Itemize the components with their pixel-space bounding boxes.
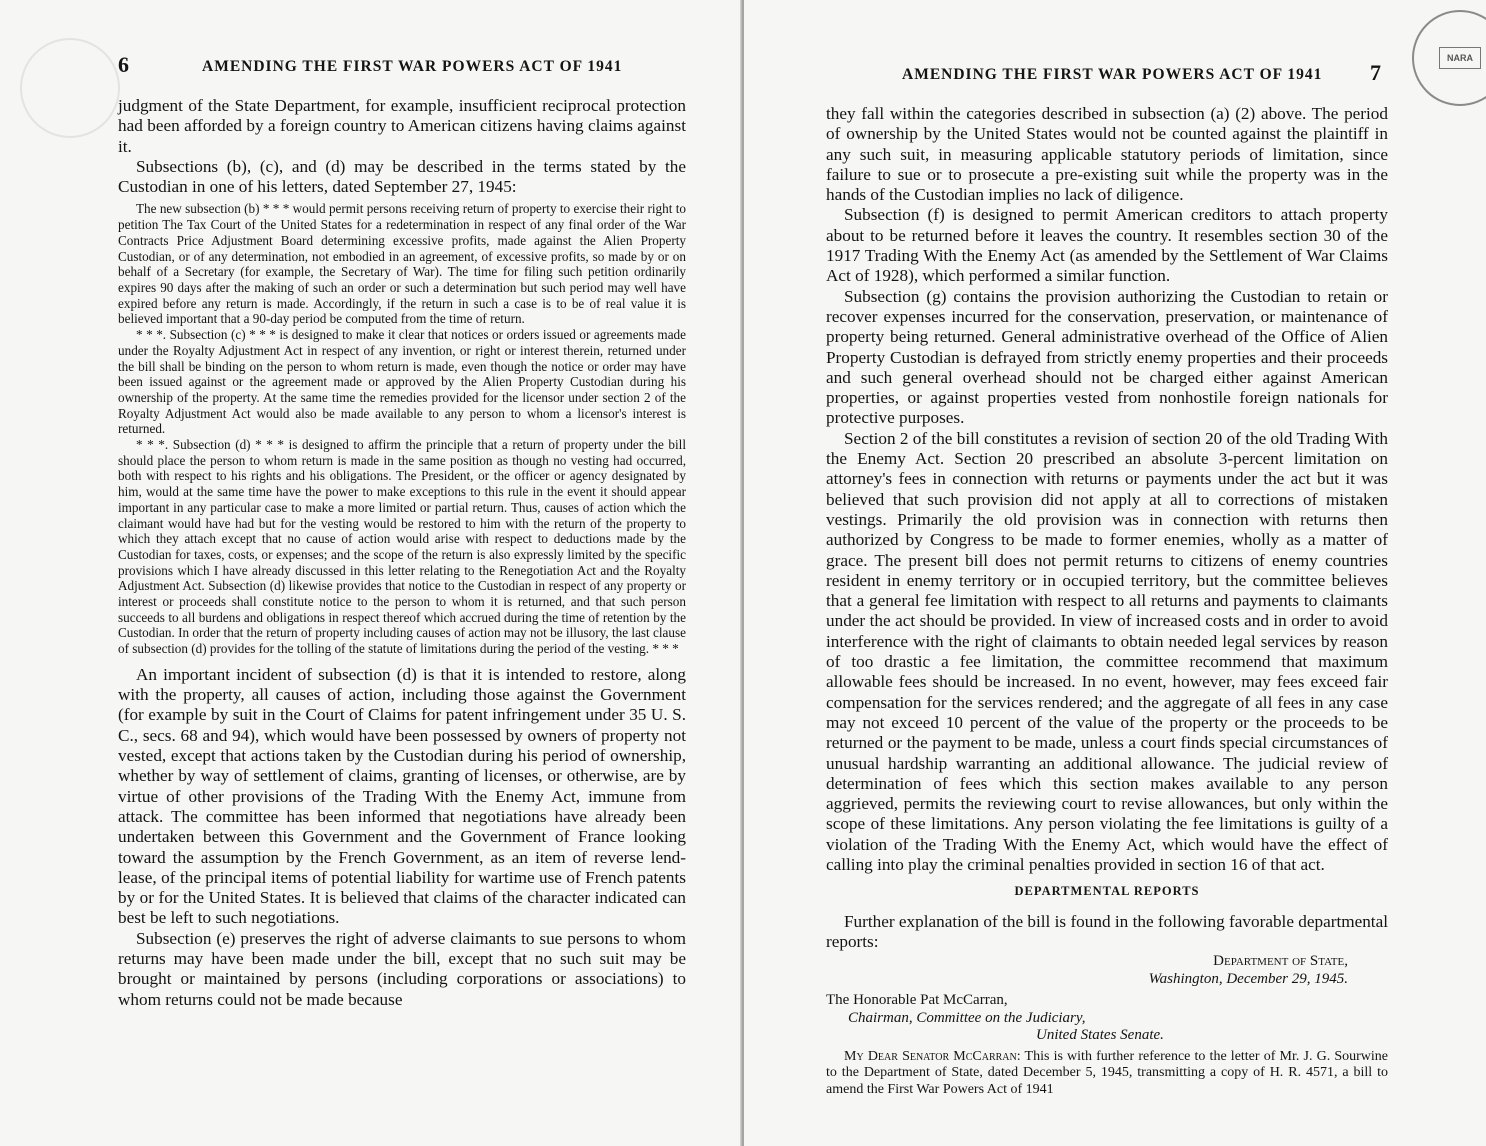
- quote-paragraph: The new subsection (b) * * * would permit persons receiving return of property to exercise their right to petition The Tax Court of the United States for a redetermination in respect of any final order of the War Contracts Price Adjustment Board determining excessive profits, made against the Alien Property Custodian, or of any determination, not embodied in an agreement, of excessive profits, so made by or on behalf of a Secretary (for example, the Secretary of War). The time for filing such petition ordinarily expires 90 days after the making of such an order or such a determination but such period may well have expired before any return is made. Accordingly, if the return in such a case is to be of real value it is believed important that a 90-day period be computed from the time of return.: [118, 201, 686, 327]
- addressee-org: United States Senate.: [1036, 1027, 1164, 1044]
- addressee-title: Chairman, Committee on the Judiciary,: [848, 1009, 1086, 1026]
- right-page: [744, 0, 1486, 1146]
- paragraph: Subsections (b), (c), and (d) may be described in the terms stated by the Custodian in one of his letters, dated September 27, 1945:: [118, 156, 686, 197]
- left-body: [118, 96, 686, 1010]
- section-heading: DEPARTMENTAL REPORTS: [1014, 884, 1200, 899]
- running-head-left: AMENDING THE FIRST WAR POWERS ACT OF 1941: [202, 58, 623, 75]
- custodian-quote: [118, 201, 686, 656]
- stamp-label: NARA: [1439, 47, 1481, 69]
- addressee-name: The Honorable Pat McCarran,: [826, 992, 1008, 1009]
- running-head-right: AMENDING THE FIRST WAR POWERS ACT OF 1941: [902, 66, 1323, 83]
- paragraph: An important incident of subsection (d) is that it is intended to restore, along with the property, all causes of action, including those against the Government (for example by suit in the Court of Claims for patent infringement under 35 U. S. C., secs. 68 and 94), which would have been possessed by owners of property not vested, except that actions taken by the Custodian during his period of ownership, whether by way of settlement of claims, granting of licenses, or otherwise, are by virtue of other provisions of the Trading With the Enemy Act, immune from attack. The committee has been informed that negotiations have already been undertaken between this Government and the Government of France looking toward the assumption by the French Government, as an item of reverse lend-lease, of the principal items of potential liability for wartime use of French patents by or for the United States. It is believed that claims of the character indicated can best be left to such negotiations.: [118, 664, 686, 928]
- paragraph: they fall within the categories described in subsection (a) (2) above. The period of ownership by the United States would not be counted against the plaintiff in any such suit, in measuring applicable statutory periods of limitation, since failure to sue or to prosecute a pre-existing suit while the property was in the hands of the Custodian implies no lack of diligence.: [826, 104, 1388, 205]
- letter-body: [826, 1049, 1388, 1099]
- paragraph: Subsection (e) preserves the right of adverse claimants to sue persons to whom returns may have been made under the bill, except that no such suit may be brought or maintained by persons (including corporations or associations) to whom returns could not be made because: [118, 928, 686, 1009]
- letter-text: This is with further reference to the letter of Mr. J. G. Sourwine to the Department of State, dated December 5, 1945, transmitting a copy of H. R. 4571, a bill to amend the First War Powers Act of 1941: [826, 1048, 1389, 1097]
- quote-paragraph: * * *. Subsection (c) * * * is designed to make it clear that notices or orders issued or agreements made under the Royalty Adjustment Act in respect of any invention, or right or interest therein, returned under the bill shall be binding on the person to whom return is made, even though the notice or order may have been issued against or the agreement made or approved by the Alien Property Custodian during his ownership of the property. At the same time the remedies provided for the licensor under section 2 of the Royalty Adjustment Act would also be made available to any person to whom a licensor's interest is returned.: [118, 327, 686, 437]
- truman-library-stamp: [1412, 10, 1486, 106]
- faded-library-stamp: [20, 38, 120, 138]
- paragraph: Section 2 of the bill constitutes a revision of section 20 of the old Trading With the Enemy Act. Section 20 prescribed an absolute 3-percent limitation on attorney's fees in connection with returns or payments under the act but it was believed that such provision did not apply at all to corrections of mistaken vestings. Primarily the old provision was in connection with returns then authorized by Congress to be made to former enemies, wholly as a matter of grace. The present bill does not permit returns to citizens of enemy countries resident in enemy territory or in occupied territory, but the committee believes that a general fee limitation with respect to all returns and payments to claimants under the act should be provided. In view of increased costs and in order to avoid interference with the right of claimants to obtain needed legal services by reason of too drastic a fee limitation, the committee recommend that maximum allowable fees should be increased. In no event, however, may fees exceed fair compensation for the services rendered; and the aggregate of all fees in any case may not exceed 10 percent of the value of the property or the proceeds to be returned or the payment to be made, unless a court finds special circumstances of unusual hardship warranting an additional allowance. The judicial review of determination of fees which this section makes available to any person aggrieved, permits the reviewing court to revise allowances, but only within the scope of these limitations. Any person violating the fee limitations is guilty of a violation of the Trading With the Enemy Act, which would have the effect of calling into play the criminal penalties provided in section 16 of that act.: [826, 428, 1388, 874]
- page-number-left: 6: [118, 52, 129, 77]
- paragraph: judgment of the State Department, for example, insufficient reciprocal protection had been afforded by a foreign country to American citizens having claims against it.: [118, 96, 686, 156]
- addressee-block: [826, 992, 1388, 1045]
- left-page: [0, 0, 742, 1146]
- paragraph: Subsection (f) is designed to permit American creditors to attach property about to be returned before it leaves the country. It resembles section 30 of the 1917 Trading With the Enemy Act (as amended by the Settlement of War Claims Act of 1928), which performed a similar function.: [826, 205, 1388, 286]
- quote-paragraph: * * *. Subsection (d) * * * is designed to affirm the principle that a return of property under the bill should place the person to whom return is made in the same position as though no vesting had occurred, both with respect to his rights and his obligations. The President, or the officer or agency designated by him, would at the same time have the power to make exceptions to this rule in the event it should appear important in any particular case to make a more limited or partial return. Thus, causes of action which the claimant would have had but for the vesting would be restored to him with the return of the property to which they attach except that no cause of action would arise with respect to deductions made by the Custodian for taxes, costs, or expenses; and the scope of the return is also expressly limited by the specific provisions which I have already discussed in this letter relating to the Renegotiation Act and the Royalty Adjustment Act. Subsection (d) likewise provides that notice to the Custodian in respect of any property or interest or proceeds shall constitute notice to the person to whom it is returned, and that such person succeeds to all burdens and obligations in respect thereof which accrued during the time of retention by the Custodian. In order that the return of property including causes of action may not be illusory, the last clause of subsection (d) provides for the tolling of the statute of limitations during the period of the vesting. * * *: [118, 437, 686, 657]
- letterhead-department: Department of State,: [1213, 953, 1348, 970]
- salutation: My Dear Senator McCarran:: [844, 1048, 1021, 1064]
- letterhead-date: Washington, December 29, 1945.: [1148, 971, 1348, 988]
- page-number-right: 7: [1370, 60, 1381, 85]
- paragraph: Further explanation of the bill is found in the following favorable departmental reports:: [826, 911, 1388, 951]
- paragraph: Subsection (g) contains the provision authorizing the Custodian to retain or recover expenses incurred for the conservation, preservation, or maintenance of property being returned. General administrative overhead of the Office of Alien Property Custodian is defrayed from strictly enemy properties and their proceeds and such general overhead should not be charged either against American properties, or against properties vested from nonhostile foreign nationals for protective purposes.: [826, 286, 1388, 428]
- right-body: [826, 104, 1388, 1098]
